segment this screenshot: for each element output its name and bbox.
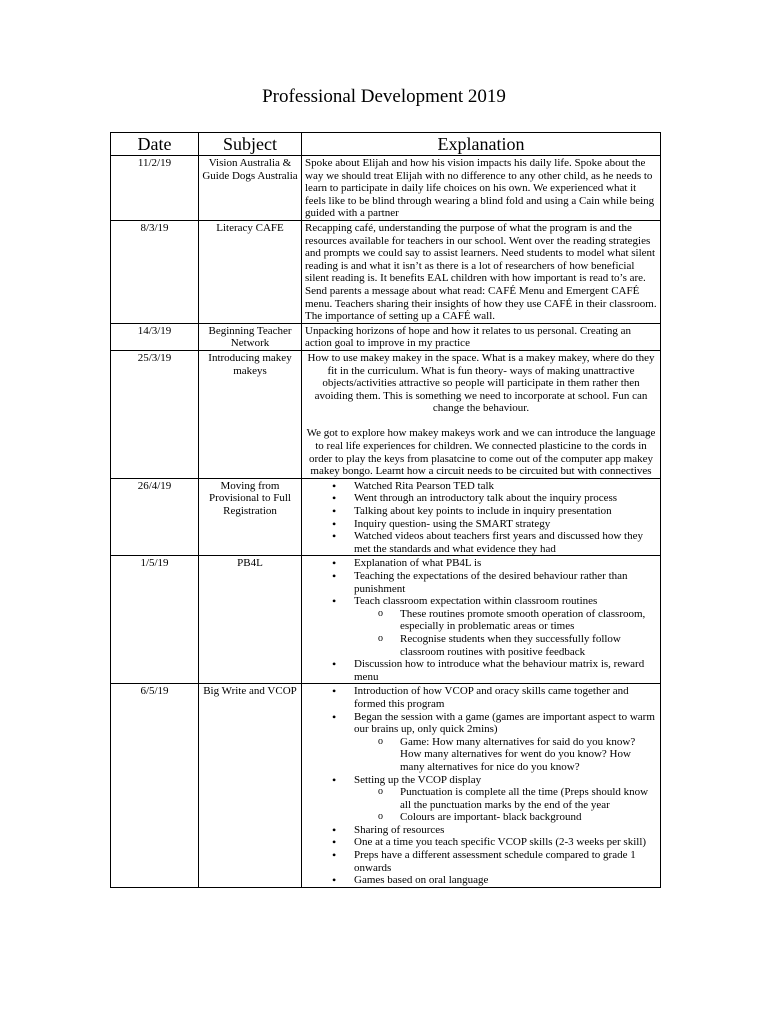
bullet-item <box>354 570 657 595</box>
table-row <box>111 556 661 684</box>
bullet-item <box>354 874 657 887</box>
table-row <box>111 156 661 221</box>
bullet-text: Sharing of resources <box>354 823 445 836</box>
bullet-item <box>354 557 657 570</box>
table-row <box>111 478 661 556</box>
bullet-text: One at a time you teach specific VCOP skills (2-3 weeks per skill) <box>354 836 647 849</box>
bullet-text: Teach classroom expectation within classroom routines <box>354 595 598 608</box>
document-title: Professional Development 2019 <box>262 86 506 107</box>
row-date: 14/3/19 <box>111 323 199 350</box>
row-date: 6/5/19 <box>111 684 199 888</box>
bullet-item <box>354 774 657 824</box>
bullet-list <box>305 557 657 683</box>
bullet-item: • Went through an introductory talk about the inquiry process <box>354 492 657 505</box>
explanation-paragraph: Spoke about Elijah and how his vision impacts his daily life. Spoke about the way we should treat Elijah with no difference to any other child, as he needs to learn to participate in daily life choices on his own. We experienced what it feels like to be blind through wearing a blind fold and using a Cain while being guided with a partner <box>305 157 655 220</box>
sub-bullet-list <box>354 608 657 658</box>
row-explanation <box>302 684 661 888</box>
row-explanation <box>302 478 661 556</box>
bullet-text: Introduction of how VCOP and oracy skills came together and formed this program <box>354 685 629 710</box>
table-row <box>111 323 661 350</box>
sub-bullet-item: o Recognise students when they successfully follow classroom routines with positive feedback <box>400 633 657 658</box>
sub-bullet-list <box>354 736 657 774</box>
row-subject: Beginning Teacher Network <box>199 323 302 350</box>
bullet-item <box>354 685 657 710</box>
row-subject: Introducing makey makeys <box>199 350 302 478</box>
bullet-text: Discussion how to introduce what the behaviour matrix is, reward menu <box>354 658 645 683</box>
bullet-text: Explanation of what PB4L is <box>354 557 482 570</box>
table-header-row <box>111 133 661 156</box>
row-explanation <box>302 323 661 350</box>
bullet-list <box>305 480 657 556</box>
row-date: 1/5/19 <box>111 556 199 684</box>
bullet-list <box>305 685 657 887</box>
row-date: 25/3/19 <box>111 350 199 478</box>
row-subject: Big Write and VCOP <box>199 684 302 888</box>
professional-development-table <box>110 132 661 888</box>
header-date: Date <box>111 133 199 156</box>
row-subject: Literacy CAFE <box>199 220 302 323</box>
sub-bullet-item: o These routines promote smooth operation of classroom, especially in problematic areas or times <box>400 608 657 633</box>
bullet-text: Games based on oral language <box>354 874 489 887</box>
sub-bullet-item: o Colours are important- black background <box>400 811 657 824</box>
explanation-paragraph: Unpacking horizons of hope and how it relates to us personal. Creating an action goal to improve in my practice <box>305 324 631 350</box>
row-date: 26/4/19 <box>111 478 199 556</box>
table-row <box>111 220 661 323</box>
sub-bullet-item: o Game: How many alternatives for said do you know? How many alternatives for went do you know? How many alternatives for nice do you know? <box>400 736 657 774</box>
bullet-item: • Watched videos about teachers first years and discussed how they met the standards and what evidence they had <box>354 530 657 555</box>
bullet-item <box>354 711 657 774</box>
bullet-text: Preps have a different assessment schedule compared to grade 1 onwards <box>354 849 636 874</box>
bullet-item <box>354 595 657 658</box>
header-subject: Subject <box>199 133 302 156</box>
bullet-item: • Inquiry question- using the SMART strategy <box>354 518 657 531</box>
table-row <box>111 684 661 888</box>
row-date: 8/3/19 <box>111 220 199 323</box>
row-date: 11/2/19 <box>111 156 199 221</box>
explanation-paragraph: Recapping café, understanding the purpose of what the program is and the resources available for teachers in our school. Went over the reading strategies and prompts we could say to assist learners. Need students to model what silent reading is and what it isn’t as there is a lot of researchers of how beneficial silent reading is. It benefits EAL children with how important is read to’s are. Send parents a message about what read: CAFÉ Menu and Emergent CAFÉ menu. Teachers sharing their insights of how they use CAFÉ in their classroom. The importance of setting up a CAFÉ wall. <box>305 221 657 323</box>
bullet-text: Setting up the VCOP display <box>354 773 482 786</box>
row-explanation <box>302 350 661 478</box>
bullet-text: Teaching the expectations of the desired behaviour rather than punishment <box>354 570 628 595</box>
row-subject: Moving from Provisional to Full Registration <box>199 478 302 556</box>
row-explanation <box>302 220 661 323</box>
bullet-item <box>354 658 657 683</box>
bullet-text: Began the session with a game (games are important aspect to warm our brains up, only quick 2mins) <box>354 710 655 736</box>
sub-bullet-item: o Punctuation is complete all the time (Preps should know all the punctuation marks by the end of the year <box>400 786 657 811</box>
bullet-item: • Talking about key points to include in inquiry presentation <box>354 505 657 518</box>
header-explanation: Explanation <box>302 133 661 156</box>
table-row <box>111 350 661 478</box>
sub-bullet-list <box>354 786 657 824</box>
row-subject: Vision Australia & Guide Dogs Australia <box>199 156 302 221</box>
bullet-item <box>354 836 657 849</box>
bullet-item <box>354 849 657 874</box>
row-subject: PB4L <box>199 556 302 684</box>
explanation-paragraph: We got to explore how makey makeys work and we can introduce the language to real life experiences for children. We connected plasticine to the cords in order to play the keys from plasatcine to come out of the computer app makey makey bongo. Learnt how a circuit needs to be circuited but with connectives <box>306 427 656 478</box>
row-explanation <box>302 156 661 221</box>
explanation-paragraph: How to use makey makey in the space. What is a makey makey, where do they fit in the curriculum. What is fun theory- ways of making unattractive objects/activities attractive so people will participate in them rather then avoiding them. This is something we need to incorporate at school. Fun can change the behaviour. <box>307 351 655 415</box>
bullet-item <box>354 824 657 837</box>
row-explanation <box>302 556 661 684</box>
bullet-item: • Watched Rita Pearson TED talk <box>354 480 657 493</box>
